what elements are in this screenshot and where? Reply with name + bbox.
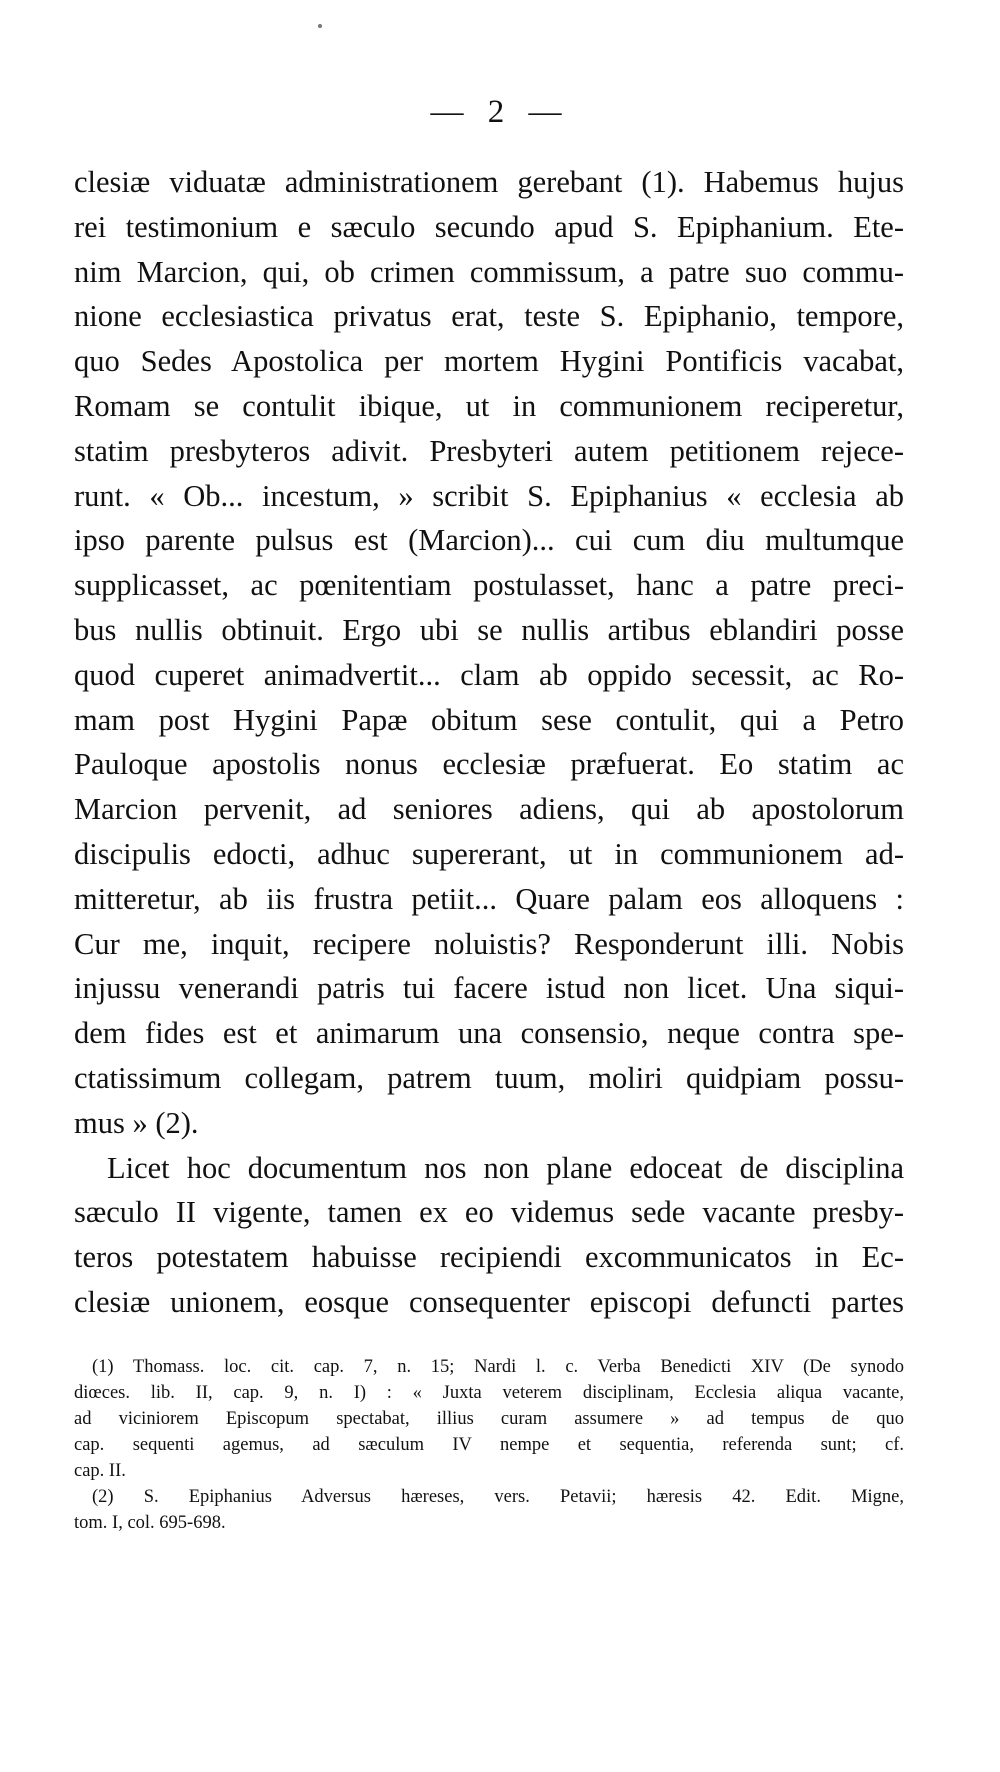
- text-line: injussu venerandi patris tui facere istud non licet. Una siqui-: [74, 971, 904, 1006]
- text-line: Pauloque apostolis nonus ecclesiæ præfuerat. Eo statim ac: [74, 747, 904, 782]
- text-line: sæculo II vigente, tamen ex eo videmus sede vacante presby-: [74, 1195, 904, 1230]
- footnote-2-line: (2) S. Epiphanius Adversus hæreses, vers. Petavii; hæresis 42. Edit. Migne,: [92, 1487, 904, 1507]
- footnote-1-line: cap. sequenti agemus, ad sæculum IV nempe et sequentia, referenda sunt; cf.: [74, 1435, 904, 1455]
- text-line: Cur me, inquit, recipere noluistis? Responderunt illi. Nobis: [74, 926, 904, 961]
- text-line: clesiæ viduatæ administrationem gerebant (1). Habemus hujus: [74, 165, 904, 199]
- text-line: mam post Hygini Papæ obitum sese contulit, qui a Petro: [74, 702, 904, 737]
- page-number-header: — 2 —: [430, 94, 570, 130]
- text-line: teros potestatem habuisse recipiendi excommunicatos in Ec-: [74, 1240, 904, 1275]
- text-line: Romam se contulit ibique, ut in communionem reciperetur,: [74, 388, 904, 423]
- text-line: supplicasset, ac pœnitentiam postulasset, hanc a patre preci-: [74, 568, 904, 603]
- footnote-1-line: cap. II.: [74, 1461, 126, 1481]
- footnote-1-line: diœces. lib. II, cap. 9, n. I) : « Juxta veterem disciplinam, Ecclesia aliqua vacante,: [74, 1383, 904, 1403]
- footnote-1-line: ad viciniorem Episcopum spectabat, illius curam assumere » ad tempus de quo: [74, 1409, 904, 1429]
- text-line: clesiæ unionem, eosque consequenter episcopi defuncti partes: [74, 1284, 904, 1319]
- text-line: Marcion pervenit, ad seniores adiens, qui ab apostolorum: [74, 792, 904, 827]
- main-text: [74, 160, 904, 1325]
- text-line: statim presbyteros adivit. Presbyteri autem petitionem rejece-: [74, 433, 904, 468]
- text-line: nione ecclesiastica privatus erat, teste S. Epiphanio, tempore,: [74, 299, 904, 334]
- text-line: nim Marcion, qui, ob crimen commissum, a patre suo commu-: [74, 254, 904, 289]
- footnote-1-line: (1) Thomass. loc. cit. cap. 7, n. 15; Nardi l. c. Verba Benedicti XIV (De synodo: [92, 1357, 904, 1377]
- text-line: mitteretur, ab iis frustra petiit... Quare palam eos alloquens :: [74, 881, 904, 916]
- text-line: rei testimonium e sæculo secundo apud S. Epiphanium. Ete-: [74, 209, 904, 244]
- footnote-2-line: tom. I, col. 695-698.: [74, 1513, 226, 1533]
- print-speck: [318, 24, 322, 28]
- paragraph-start-line: Licet hoc documentum nos non plane edoceat de disciplina: [107, 1150, 904, 1185]
- text-line: discipulis edocti, adhuc supererant, ut in communionem ad-: [74, 836, 904, 871]
- text-line: ctatissimum collegam, patrem tuum, moliri quidpiam possu-: [74, 1060, 904, 1095]
- text-line: runt. « Ob... incestum, » scribit S. Epiphanius « ecclesia ab: [74, 478, 904, 513]
- text-line: bus nullis obtinuit. Ergo ubi se nullis artibus eblandiri posse: [74, 612, 904, 647]
- text-line: ipso parente pulsus est (Marcion)... cui cum diu multumque: [74, 523, 904, 558]
- footnotes: [74, 1354, 904, 1536]
- text-line: dem fides est et animarum una consensio, neque contra spe-: [74, 1016, 904, 1051]
- text-line: quo Sedes Apostolica per mortem Hygini Pontificis vacabat,: [74, 344, 904, 379]
- text-line: quod cuperet animadvertit... clam ab oppido secessit, ac Ro-: [74, 657, 904, 692]
- text-line: mus » (2).: [74, 1105, 199, 1140]
